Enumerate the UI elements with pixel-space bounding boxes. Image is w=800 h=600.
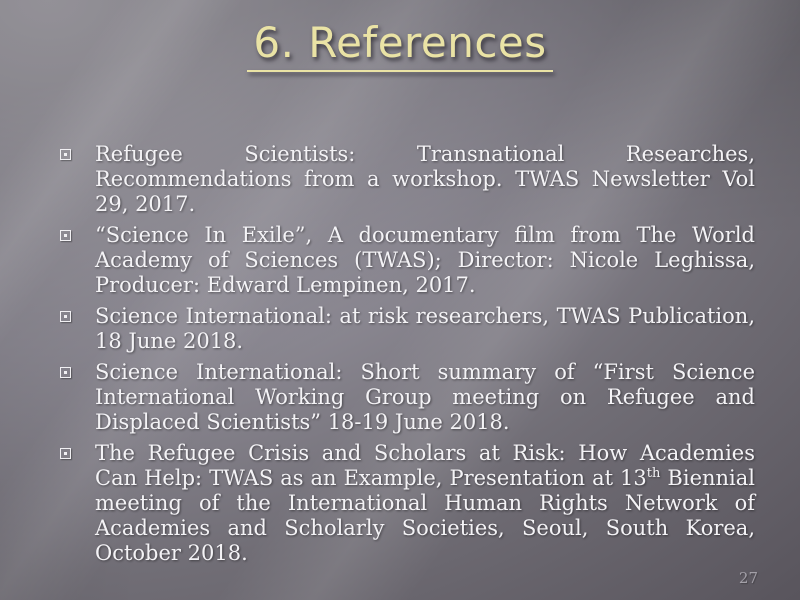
list-item	[60, 142, 756, 217]
reference-text: The Refugee Crisis and Scholars at Risk: How Academies Can Help: TWAS as an Example, Presentation at 13th Biennial meeting of the International Human Rights Network of Academies and Scholarly Societies, Seoul, South Korea, October 2018.	[95, 441, 755, 565]
page-title: 6. References	[247, 18, 552, 72]
reference-text: “Science In Exile”, A documentary film from The World Academy of Sciences (TWAS); Director: Nicole Leghissa, Producer: Edward Lempinen, 2017.	[95, 223, 755, 297]
reference-text: Refugee Scientists: Transnational Researches, Recommendations from a workshop. TWAS Newsletter Vol 29, 2017.	[95, 142, 755, 216]
square-bullet-icon	[60, 149, 71, 160]
square-bullet-icon	[60, 230, 71, 241]
reference-text: Science International: at risk researchers, TWAS Publication, 18 June 2018.	[95, 304, 755, 353]
reference-text: Science International: Short summary of “First Science International Working Group meeting on Refugee and Displaced Scientists” 18-19 June 2018.	[95, 360, 755, 434]
page-number: 27	[738, 569, 758, 587]
references-list	[60, 142, 756, 572]
list-item	[60, 304, 756, 354]
list-item	[60, 223, 756, 298]
square-bullet-icon	[60, 311, 71, 322]
list-item	[60, 441, 756, 566]
square-bullet-icon	[60, 448, 71, 459]
title-area	[0, 18, 800, 72]
list-item	[60, 360, 756, 435]
square-bullet-icon	[60, 367, 71, 378]
